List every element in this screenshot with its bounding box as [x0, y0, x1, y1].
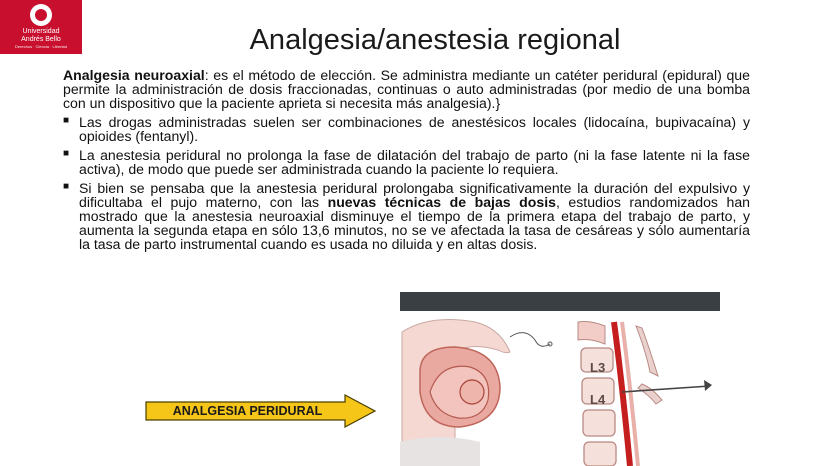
- epidural-anatomy-drawing: [400, 292, 720, 466]
- bullet-square-icon: ■: [63, 181, 70, 192]
- bullet-item: ■ La anestesia peridural no prolonga la fase de dilatación del trabajo de parto (ni la fase latente ni la fase activa), de modo que puede ser administrada cuando la paciente lo requiera.: [63, 147, 750, 177]
- bullet-item: ■ Las drogas administradas suelen ser combinaciones de anestésicos locales (lidocaína, bupivacaína) y opioides (fentanyl).: [63, 114, 750, 144]
- logo-line-1: Universidad: [22, 28, 60, 35]
- analgesia-peridural-arrow: [145, 394, 377, 428]
- epidural-illustration: [400, 292, 720, 466]
- university-seal-icon: [30, 4, 52, 26]
- bullet-item: ■ Si bien se pensaba que la anestesia peridural prolongaba significativamente la duración del expulsivo y dificultaba el pujo materno, con las nuevas técnicas de bajas dosis, estudios randomizados han mostrado que la anestesia neuroaxial disminuye el tiempo de la primera etapa del trabajo de parto, y aumenta la segunda etapa en sólo 13,6 minutos, no se ve afectada la tasa de cesáreas y sólo aumentaría la tasa de parto instrumental cuando es usada no diluida y en altas dosis.: [63, 180, 750, 252]
- intro-text: : es el método de elección. Se administra mediante un catéter peridural (epidural) que permite la administración de dosis fraccionadas, continuas o auto administradas (por medio de una bomba con un dispositivo que la paciente aprieta si necesita más analgesia).}: [63, 67, 750, 111]
- bold-phrase: nuevas técnicas de bajas dosis: [327, 194, 556, 210]
- logo-tagline: Derechos · Ciencia · Libertad: [14, 44, 68, 49]
- bullet-square-icon: ■: [63, 148, 70, 159]
- slide-body: [63, 68, 750, 256]
- slide-title: Analgesia/anestesia regional: [249, 24, 621, 56]
- intro-paragraph: [63, 68, 750, 110]
- vertebra-label-l4: L4: [590, 392, 606, 407]
- bullet-list: [63, 115, 750, 251]
- logo-line-2: Andrés Bello: [21, 36, 61, 43]
- vertebra-label-l3: L3: [590, 360, 606, 375]
- bullet-square-icon: ■: [63, 115, 70, 126]
- arrow-label: ANALGESIA PERIDURAL: [172, 404, 323, 418]
- intro-lead: Analgesia neuroaxial: [63, 67, 205, 83]
